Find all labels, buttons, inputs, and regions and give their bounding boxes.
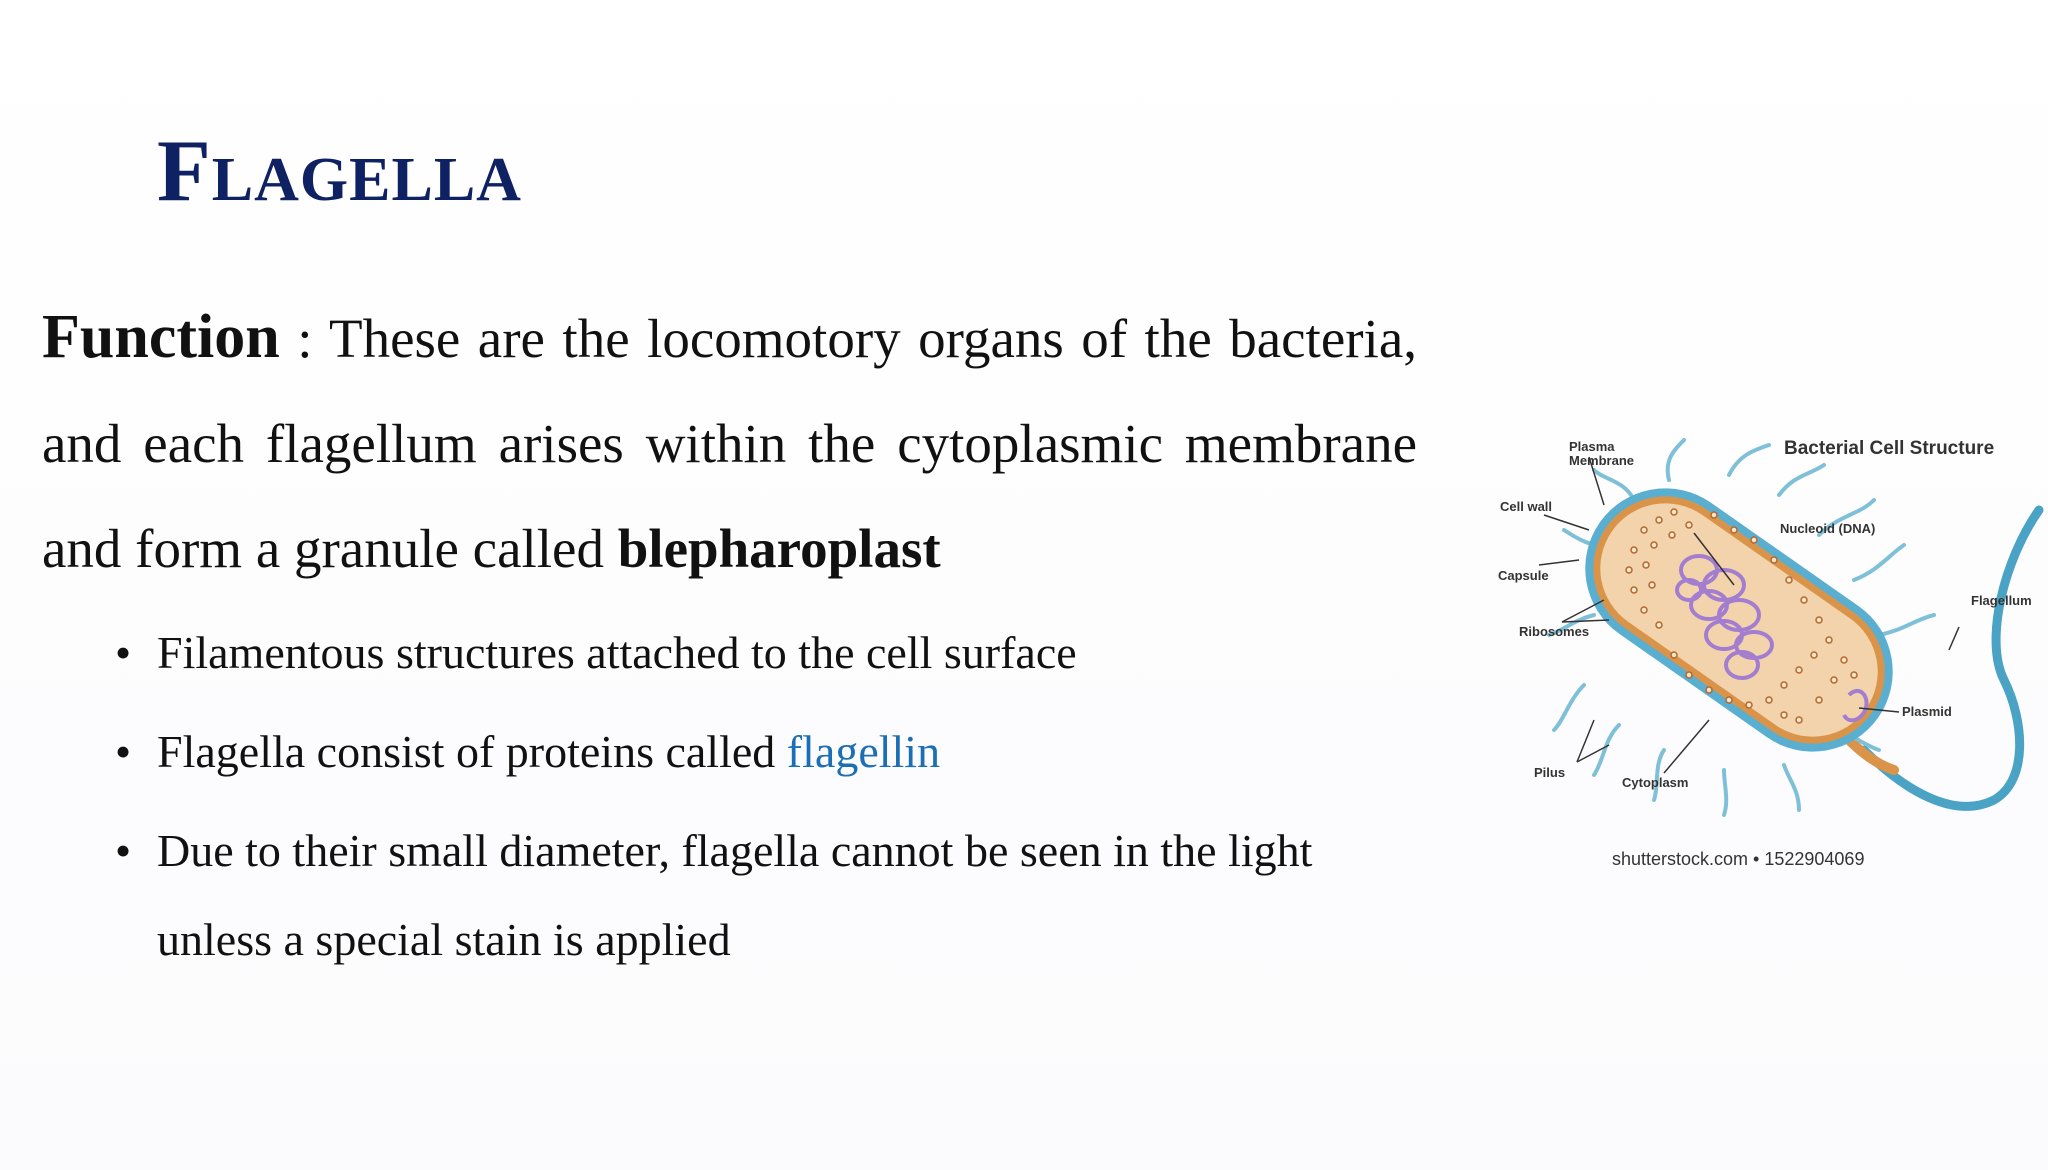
label-flagellum: Flagellum	[1971, 593, 2032, 608]
bullet-text: Flagella consist of proteins called	[157, 726, 787, 777]
bullet-list	[115, 608, 1420, 994]
label-cell-wall: Cell wall	[1500, 499, 1553, 514]
label-cytoplasm: Cytoplasm	[1622, 775, 1689, 790]
bacterial-cell-diagram	[1484, 420, 2044, 880]
bullet-text: Due to their small diameter, flagella cannot be seen in the light unless a special stain is applied	[157, 825, 1313, 965]
function-text: These are the locomotory organs of the bacteria, and each flagellum arises within the cytoplasmic membrane and form a granule called	[42, 308, 1417, 579]
slide-title: Flagella	[157, 123, 522, 220]
label-pilus: Pilus	[1534, 765, 1566, 780]
bullet-text: Filamentous structures attached to the cell surface	[157, 627, 1077, 678]
flagellin-highlight: flagellin	[786, 726, 941, 777]
function-term: blepharoplast	[617, 518, 941, 579]
label-plasma-membrane-2: Membrane	[1569, 453, 1635, 468]
bacterial-cell-figure	[1484, 420, 2044, 880]
bullet-item	[115, 707, 1420, 796]
bullet-dot-icon: •	[115, 726, 132, 777]
bullet-item	[115, 608, 1420, 697]
bullet-item	[115, 806, 1420, 984]
figure-title: Bacterial Cell Structure	[1784, 438, 1995, 459]
flagellum-base	[1849, 740, 1894, 770]
function-paragraph	[42, 285, 1417, 601]
function-label: Function	[42, 303, 280, 371]
bullet-dot-icon: •	[115, 627, 132, 678]
function-separator: :	[297, 308, 313, 369]
figure-credit: shutterstock.com • 1522904069	[1612, 849, 1865, 869]
label-capsule: Capsule	[1498, 568, 1549, 583]
label-ribosomes: Ribosomes	[1519, 624, 1590, 639]
bullet-dot-icon: •	[115, 825, 132, 876]
label-nucleoid: Nucleoid (DNA)	[1780, 521, 1876, 536]
label-plasma-membrane-1: Plasma	[1569, 439, 1615, 454]
label-plasmid: Plasmid	[1902, 704, 1952, 719]
